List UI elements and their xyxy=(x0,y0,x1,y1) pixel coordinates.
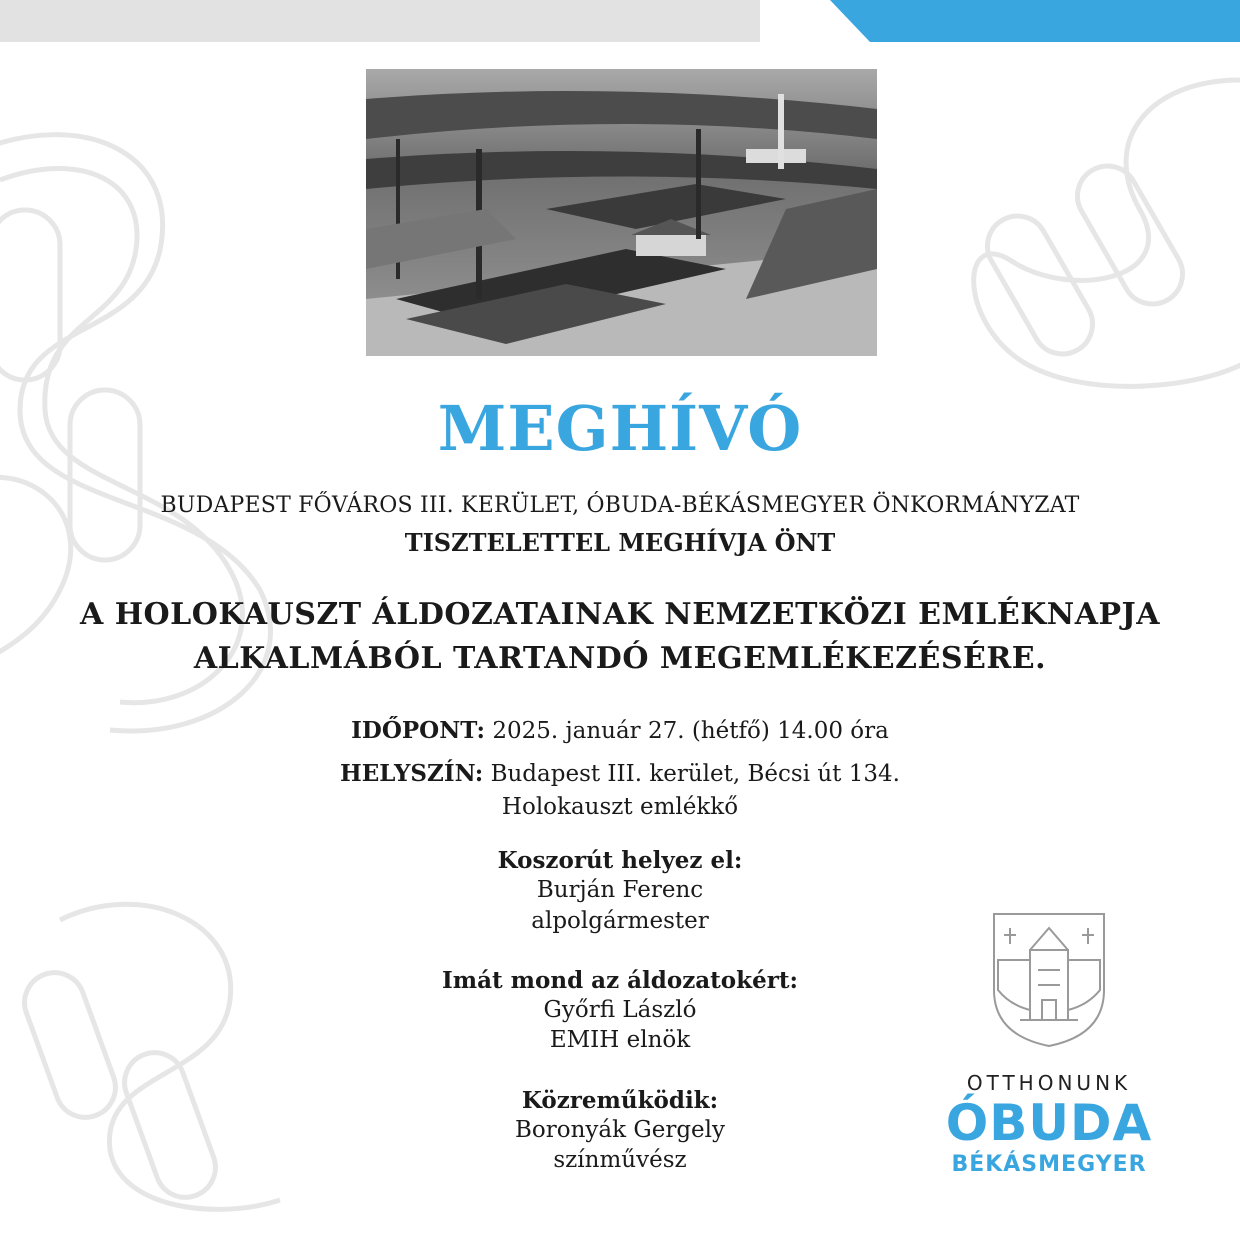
page-title: MEGHÍVÓ xyxy=(437,392,803,465)
program-person-title: színművész xyxy=(553,1147,687,1173)
event-title-line-2: ALKALMÁBÓL TARTANDÓ MEGEMLÉKEZÉSÉRE. xyxy=(193,641,1047,676)
program-person-title: alpolgármester xyxy=(531,908,709,934)
program-person-title: EMIH elnök xyxy=(549,1027,691,1053)
decorative-ornament-right-icon xyxy=(950,60,1240,410)
program-role: Koszorút helyez el: xyxy=(497,847,743,874)
event-title-line-1: A HOLOKAUSZT ÁLDOZATAINAK NEMZETKÖZI EMLÉKNAPJA xyxy=(79,597,1161,632)
program-person-name: Győrfi László xyxy=(543,997,697,1023)
logo-tagline: OTTHONUNK xyxy=(966,1071,1132,1095)
program-role: Imát mond az áldozatokért: xyxy=(442,967,798,994)
district-coat-of-arms-icon xyxy=(990,910,1108,1048)
time-label: IDŐPONT: xyxy=(351,717,486,744)
top-bar-gray xyxy=(0,0,760,42)
historic-factory-photo xyxy=(366,69,877,356)
program-person-name: Boronyák Gergely xyxy=(514,1117,726,1143)
decorative-ornament-bottom-left-icon xyxy=(0,880,320,1240)
event-time xyxy=(0,717,1240,744)
program-role: Közreműködik: xyxy=(521,1087,719,1114)
event-place xyxy=(0,760,1240,787)
place-detail: Holokauszt emlékkő xyxy=(501,794,739,820)
organizer-name: BUDAPEST FŐVÁROS III. KERÜLET, ÓBUDA-BÉKÁSMEGYER ÖNKORMÁNYZAT xyxy=(160,493,1080,518)
place-value: Budapest III. kerület, Bécsi út 134. xyxy=(490,761,900,787)
program-person-name: Burján Ferenc xyxy=(536,877,704,903)
logo-subtitle: BÉKÁSMEGYER xyxy=(951,1152,1147,1177)
place-label: HELYSZÍN: xyxy=(340,760,484,787)
logo-main-text: ÓBUDA xyxy=(945,1094,1153,1152)
top-bar-blue xyxy=(680,0,1240,42)
invitation-phrase: TISZTELETTEL MEGHÍVJA ÖNT xyxy=(404,528,836,557)
time-value: 2025. január 27. (hétfő) 14.00 óra xyxy=(492,718,889,744)
